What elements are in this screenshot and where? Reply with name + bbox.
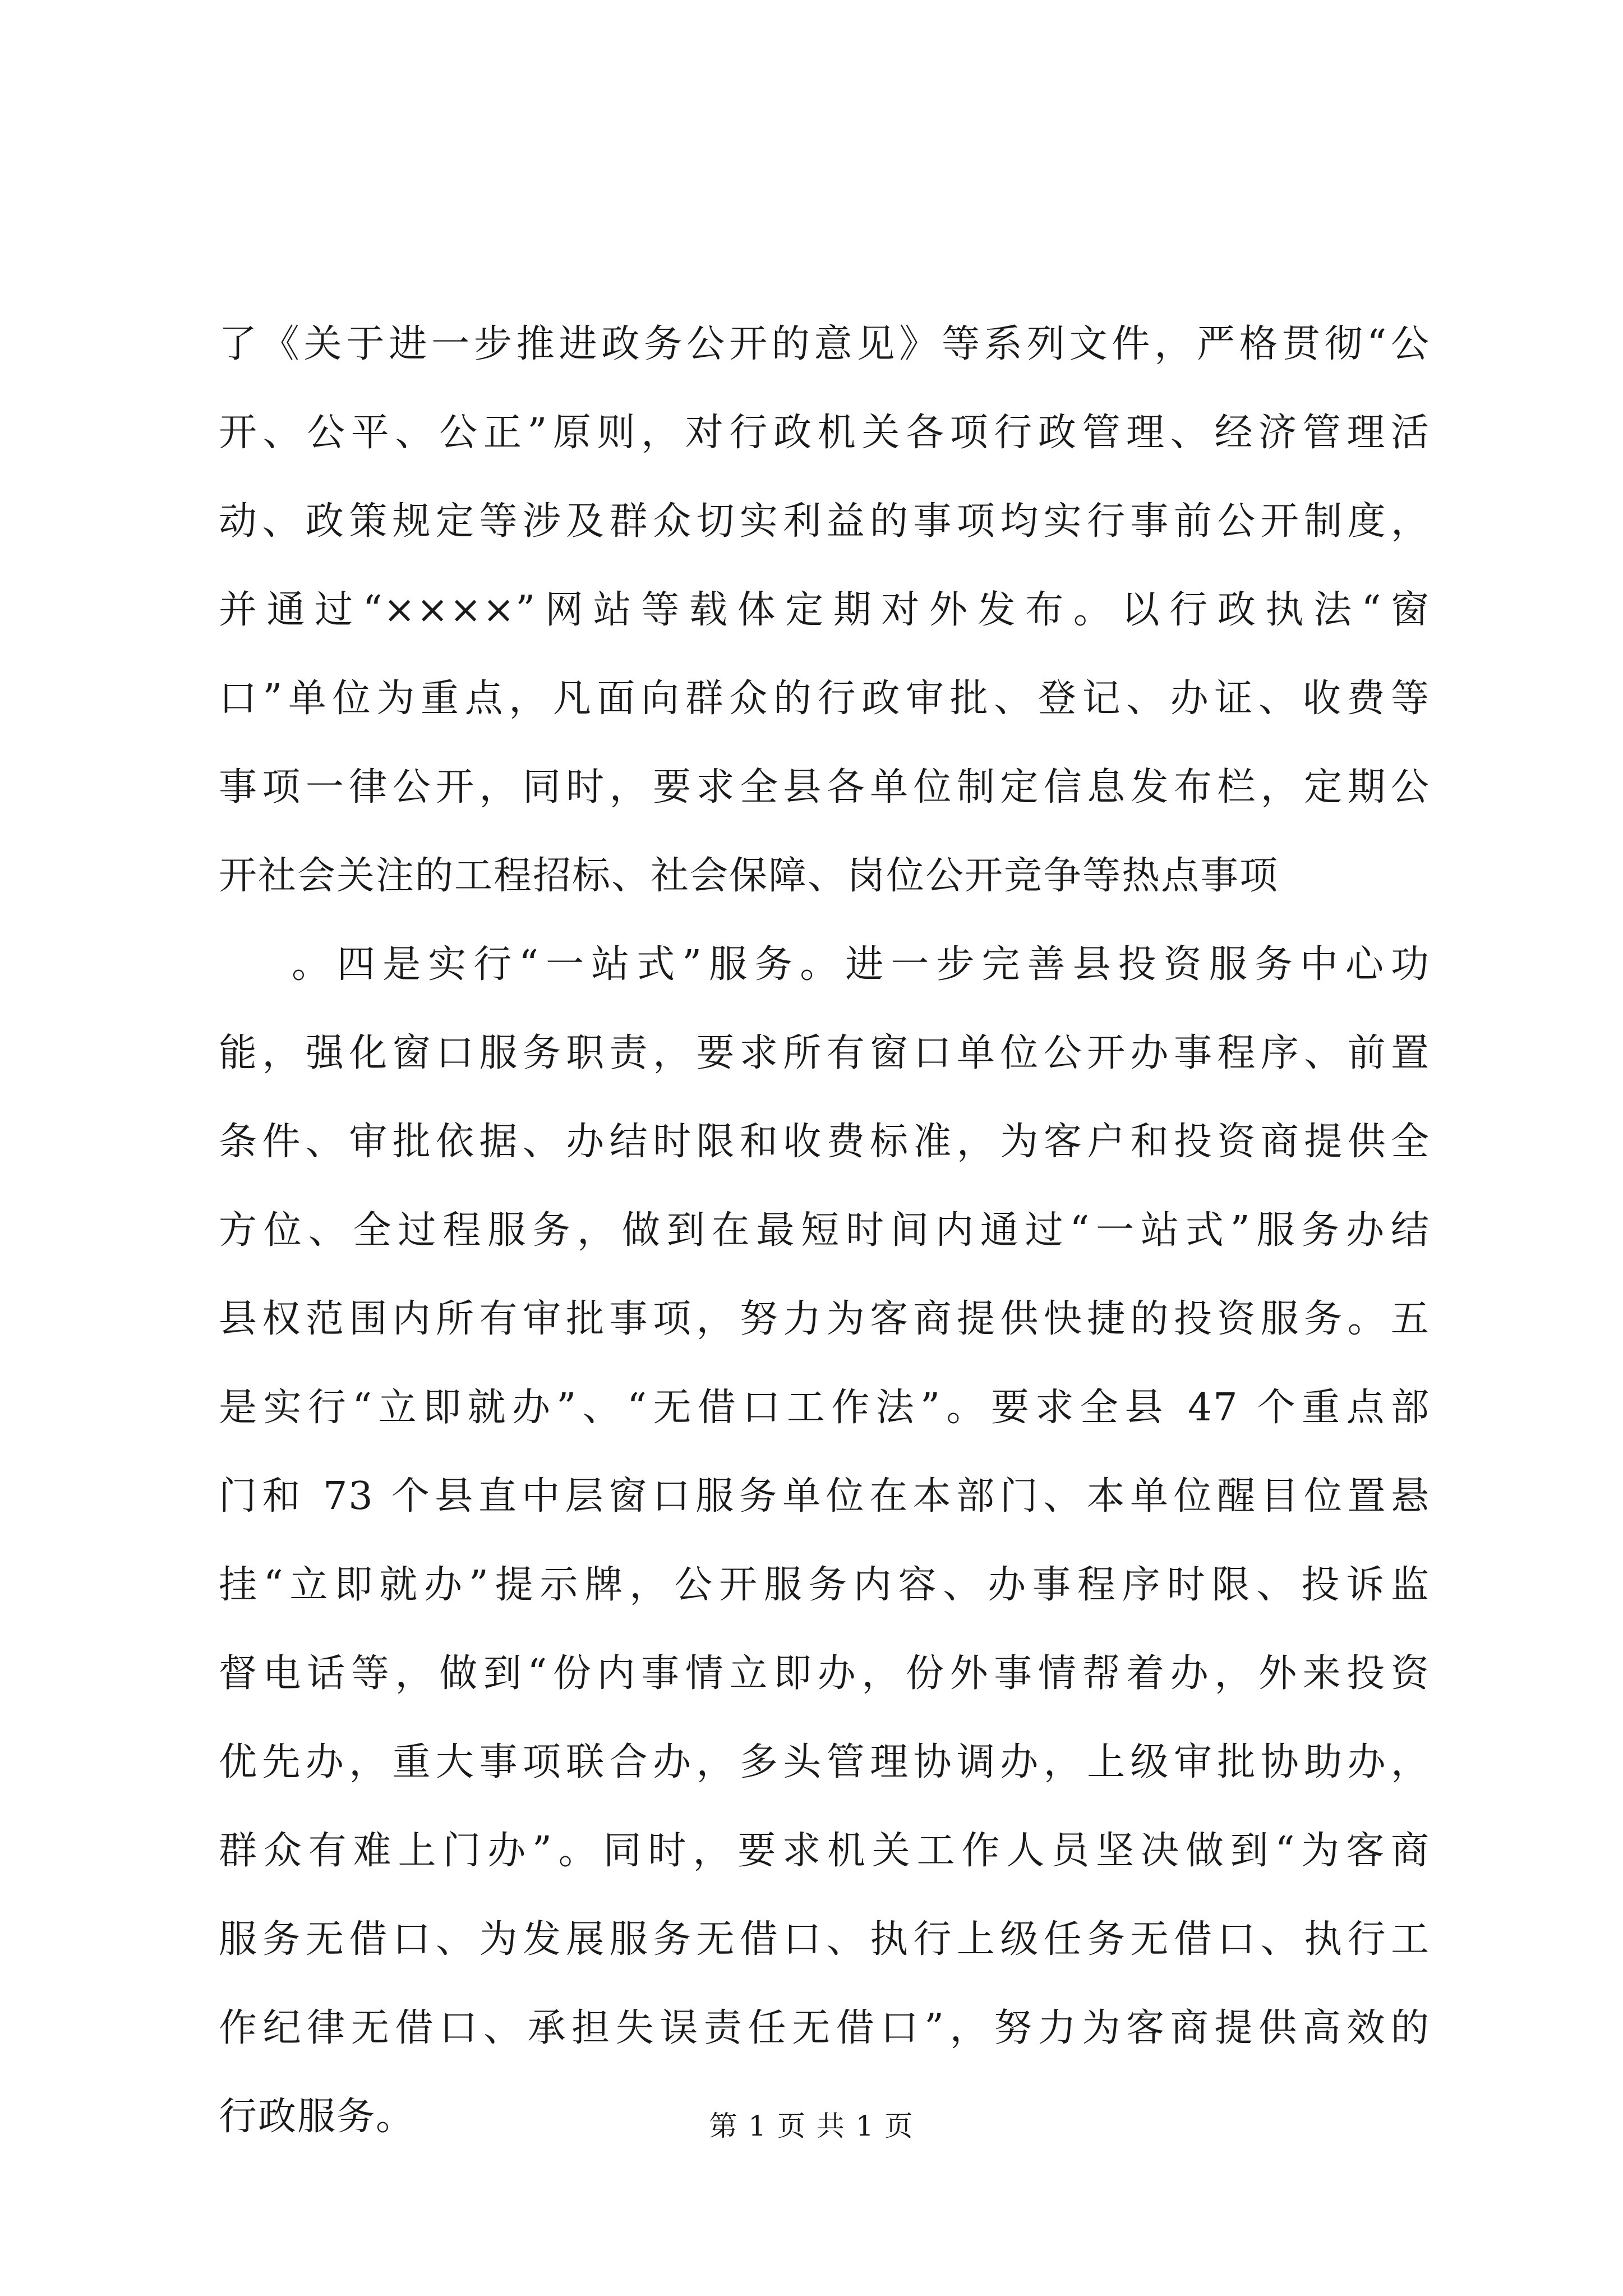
body-line-4: 并通过“××××”网站等载体定期对外发布。以行政执法“窗 [219,588,1430,632]
page-number-footer: 第 1 页 共 1 页 [709,2110,914,2142]
body-line-21: 行政服务。 [219,2095,416,2139]
body-line-6: 事项一律公开，同时，要求全县各单位制定信息发布栏，定期公 [219,765,1430,809]
body-line-14: 门和 73 个县直中层窗口服务单位在本部门、本单位醒目位置悬 [219,1474,1430,1519]
body-line-10: 条件、审批依据、办结时限和收费标准，为客户和投资商提供全 [219,1120,1430,1164]
body-line-11: 方位、全过程服务，做到在最短时间内通过“一站式”服务办结 [219,1208,1430,1253]
body-line-1: 了《关于进一步推进政务公开的意见》等系列文件，严格贯彻“公 [219,322,1430,366]
body-line-18: 群众有难上门办”。同时，要求机关工作人员坚决做到“为客商 [219,1829,1430,1873]
body-line-2: 开、公平、公正”原则，对行政机关各项行政管理、经济管理活 [219,411,1431,455]
body-line-15: 挂“立即就办”提示牌，公开服务内容、办事程序时限、投诉监 [219,1563,1430,1607]
body-line-9: 能，强化窗口服务职责，要求所有窗口单位公开办事程序、前置 [219,1031,1430,1075]
body-line-19: 服务无借口、为发展服务无借口、执行上级任务无借口、执行工 [219,1917,1430,1962]
body-line-17: 优先办，重大事项联合办，多头管理协调办，上级审批协助办， [219,1740,1430,1784]
body-line-8: 。四是实行“一站式”服务。进一步完善县投资服务中心功 [292,942,1430,987]
body-line-5: 口”单位为重点，凡面向群众的行政审批、登记、办证、收费等 [219,677,1430,721]
body-line-3: 动、政策规定等涉及群众切实利益的事项均实行事前公开制度， [219,499,1430,544]
body-line-13: 是实行“立即就办”、“无借口工作法”。要求全县 47 个重点部 [219,1386,1430,1430]
body-line-16: 督电话等，做到“份内事情立即办，份外事情帮着办，外来投资 [219,1651,1431,1696]
body-line-20: 作纪律无借口、承担失误责任无借口”，努力为客商提供高效的 [219,2006,1430,2050]
document-body [219,300,1430,2161]
body-line-12: 县权范围内所有审批事项，努力为客商提供快捷的投资服务。五 [219,1297,1430,1341]
body-line-7: 开社会关注的工程招标、社会保障、岗位公开竞争等热点事项 [219,854,1279,898]
